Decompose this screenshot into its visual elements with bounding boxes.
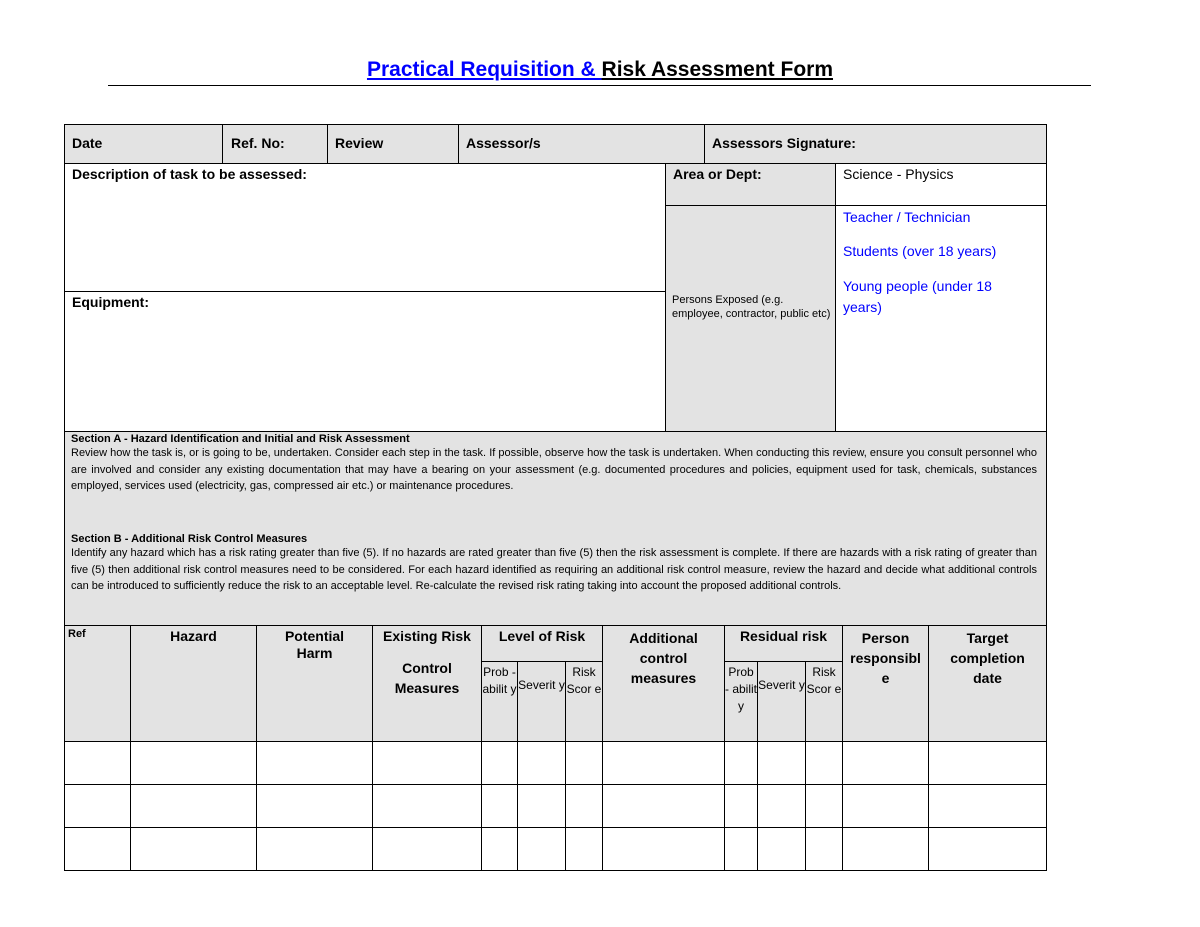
table-cell[interactable] [373, 785, 482, 828]
table-cell[interactable] [257, 785, 373, 828]
equipment-label: Equipment: [72, 294, 149, 310]
table-cell[interactable] [603, 785, 725, 828]
review-label: Review [335, 135, 384, 151]
col-potential-harm: Potential Harm [257, 626, 373, 742]
table-cell[interactable] [843, 742, 929, 785]
description-field[interactable] [64, 163, 666, 292]
col-residual-risk: Residual risk [725, 626, 843, 662]
col-hazard: Hazard [131, 626, 257, 742]
residual-risk-score: Risk Scor e [806, 662, 843, 742]
table-row [65, 785, 1047, 828]
table-cell[interactable] [929, 742, 1047, 785]
section-b-heading: Section B - Additional Risk Control Measures [71, 533, 308, 545]
ref-no-label: Ref. No: [231, 135, 285, 151]
section-a-heading: Section A - Hazard Identification and Initial and Risk Assessment [71, 433, 410, 445]
table-cell[interactable] [806, 785, 843, 828]
table-cell[interactable] [482, 828, 518, 871]
persons-exposed-options-cell [835, 205, 1047, 432]
col-person-responsible: Person responsibl e [843, 626, 929, 742]
page-title [0, 58, 1200, 82]
table-cell[interactable] [257, 828, 373, 871]
col-additional-control: Additional control measures [603, 626, 725, 742]
persons-exposed-label: Persons Exposed (e.g. employee, contractor, public etc) [672, 294, 831, 320]
header-row [64, 124, 1047, 164]
table-cell[interactable] [518, 785, 566, 828]
section-a-text: Review how the task is, or is going to be, undertaken. Consider each step in the task. If possible, observe how the task is undertaken. When conducting this review, ensure you consult personnel who are involved and consider any existing documentation that may have a bearing on your assessment (e.g. documented procedures and policies, equipment used for task, chemicals, substances employed, services used (electricity, gas, compressed air etc.) or maintenance procedures. [71, 447, 1037, 492]
table-cell[interactable] [929, 828, 1047, 871]
option-students-over-18[interactable]: Students (over 18 years) [843, 243, 997, 259]
col-ref: Ref [65, 626, 131, 742]
table-cell[interactable] [566, 828, 603, 871]
table-cell[interactable] [373, 742, 482, 785]
table-cell[interactable] [725, 742, 758, 785]
table-cell[interactable] [758, 785, 806, 828]
level-risk-score: Risk Scor e [566, 662, 603, 742]
title-part-2: Risk Assessment Form [601, 58, 834, 81]
equipment-field[interactable] [64, 291, 666, 432]
table-cell[interactable] [65, 828, 131, 871]
table-cell[interactable] [518, 742, 566, 785]
table-row [65, 828, 1047, 871]
table-cell[interactable] [725, 828, 758, 871]
assessors-signature-label: Assessors Signature: [712, 135, 856, 151]
table-cell[interactable] [566, 742, 603, 785]
table-cell[interactable] [603, 742, 725, 785]
level-severity: Severit y [518, 662, 566, 742]
table-cell[interactable] [131, 785, 257, 828]
table-cell[interactable] [65, 742, 131, 785]
option-young-people-under-18[interactable]: Young people (under 18 years) [843, 278, 992, 315]
table-cell[interactable] [758, 742, 806, 785]
date-label: Date [72, 135, 103, 151]
existing-risk-label: Existing Risk [383, 628, 471, 644]
control-measures-label: Control Measures [394, 660, 460, 696]
assessors-label: Assessor/s [466, 135, 541, 151]
table-cell[interactable] [131, 742, 257, 785]
col-target-completion: Target completion date [929, 626, 1047, 742]
table-cell[interactable] [482, 742, 518, 785]
divider [458, 124, 459, 164]
table-cell[interactable] [843, 785, 929, 828]
table-cell[interactable] [373, 828, 482, 871]
divider [327, 124, 328, 164]
table-cell[interactable] [566, 785, 603, 828]
col-level-of-risk: Level of Risk [482, 626, 603, 662]
table-row [65, 742, 1047, 785]
option-teacher-technician[interactable]: Teacher / Technician [843, 209, 971, 225]
section-b-text: Identify any hazard which has a risk rating greater than five (5). If no hazards are rated greater than five (5) then the risk assessment is complete. If there are hazards with a risk rating of greater than five (5) then additional risk control measures need to be considered. For each hazard identified as requiring an additional risk control measure, review the hazard and decide what additional controls can be introduced to sufficiently reduce the risk to an acceptable level. Re-calculate the revised risk rating taking into account the proposed additional controls. [71, 547, 1037, 592]
hazard-table [64, 625, 1047, 871]
divider [704, 124, 705, 164]
table-cell[interactable] [518, 828, 566, 871]
table-cell[interactable] [929, 785, 1047, 828]
description-label: Description of task to be assessed: [72, 166, 307, 182]
table-cell[interactable] [603, 828, 725, 871]
table-cell[interactable] [65, 785, 131, 828]
table-cell[interactable] [806, 828, 843, 871]
col-existing-risk [373, 626, 482, 742]
table-cell[interactable] [725, 785, 758, 828]
level-probability: Prob - abilit y [482, 662, 518, 742]
table-cell[interactable] [758, 828, 806, 871]
table-cell[interactable] [131, 828, 257, 871]
table-cell[interactable] [843, 828, 929, 871]
title-rule [108, 85, 1091, 86]
divider [222, 124, 223, 164]
residual-probability: Prob - abilit y [725, 662, 758, 742]
table-cell[interactable] [257, 742, 373, 785]
area-label: Area or Dept: [673, 166, 762, 182]
area-value: Science - Physics [843, 166, 954, 182]
table-cell[interactable] [806, 742, 843, 785]
title-part-1: Practical Requisition & [366, 58, 602, 81]
table-cell[interactable] [482, 785, 518, 828]
residual-severity: Severit y [758, 662, 806, 742]
